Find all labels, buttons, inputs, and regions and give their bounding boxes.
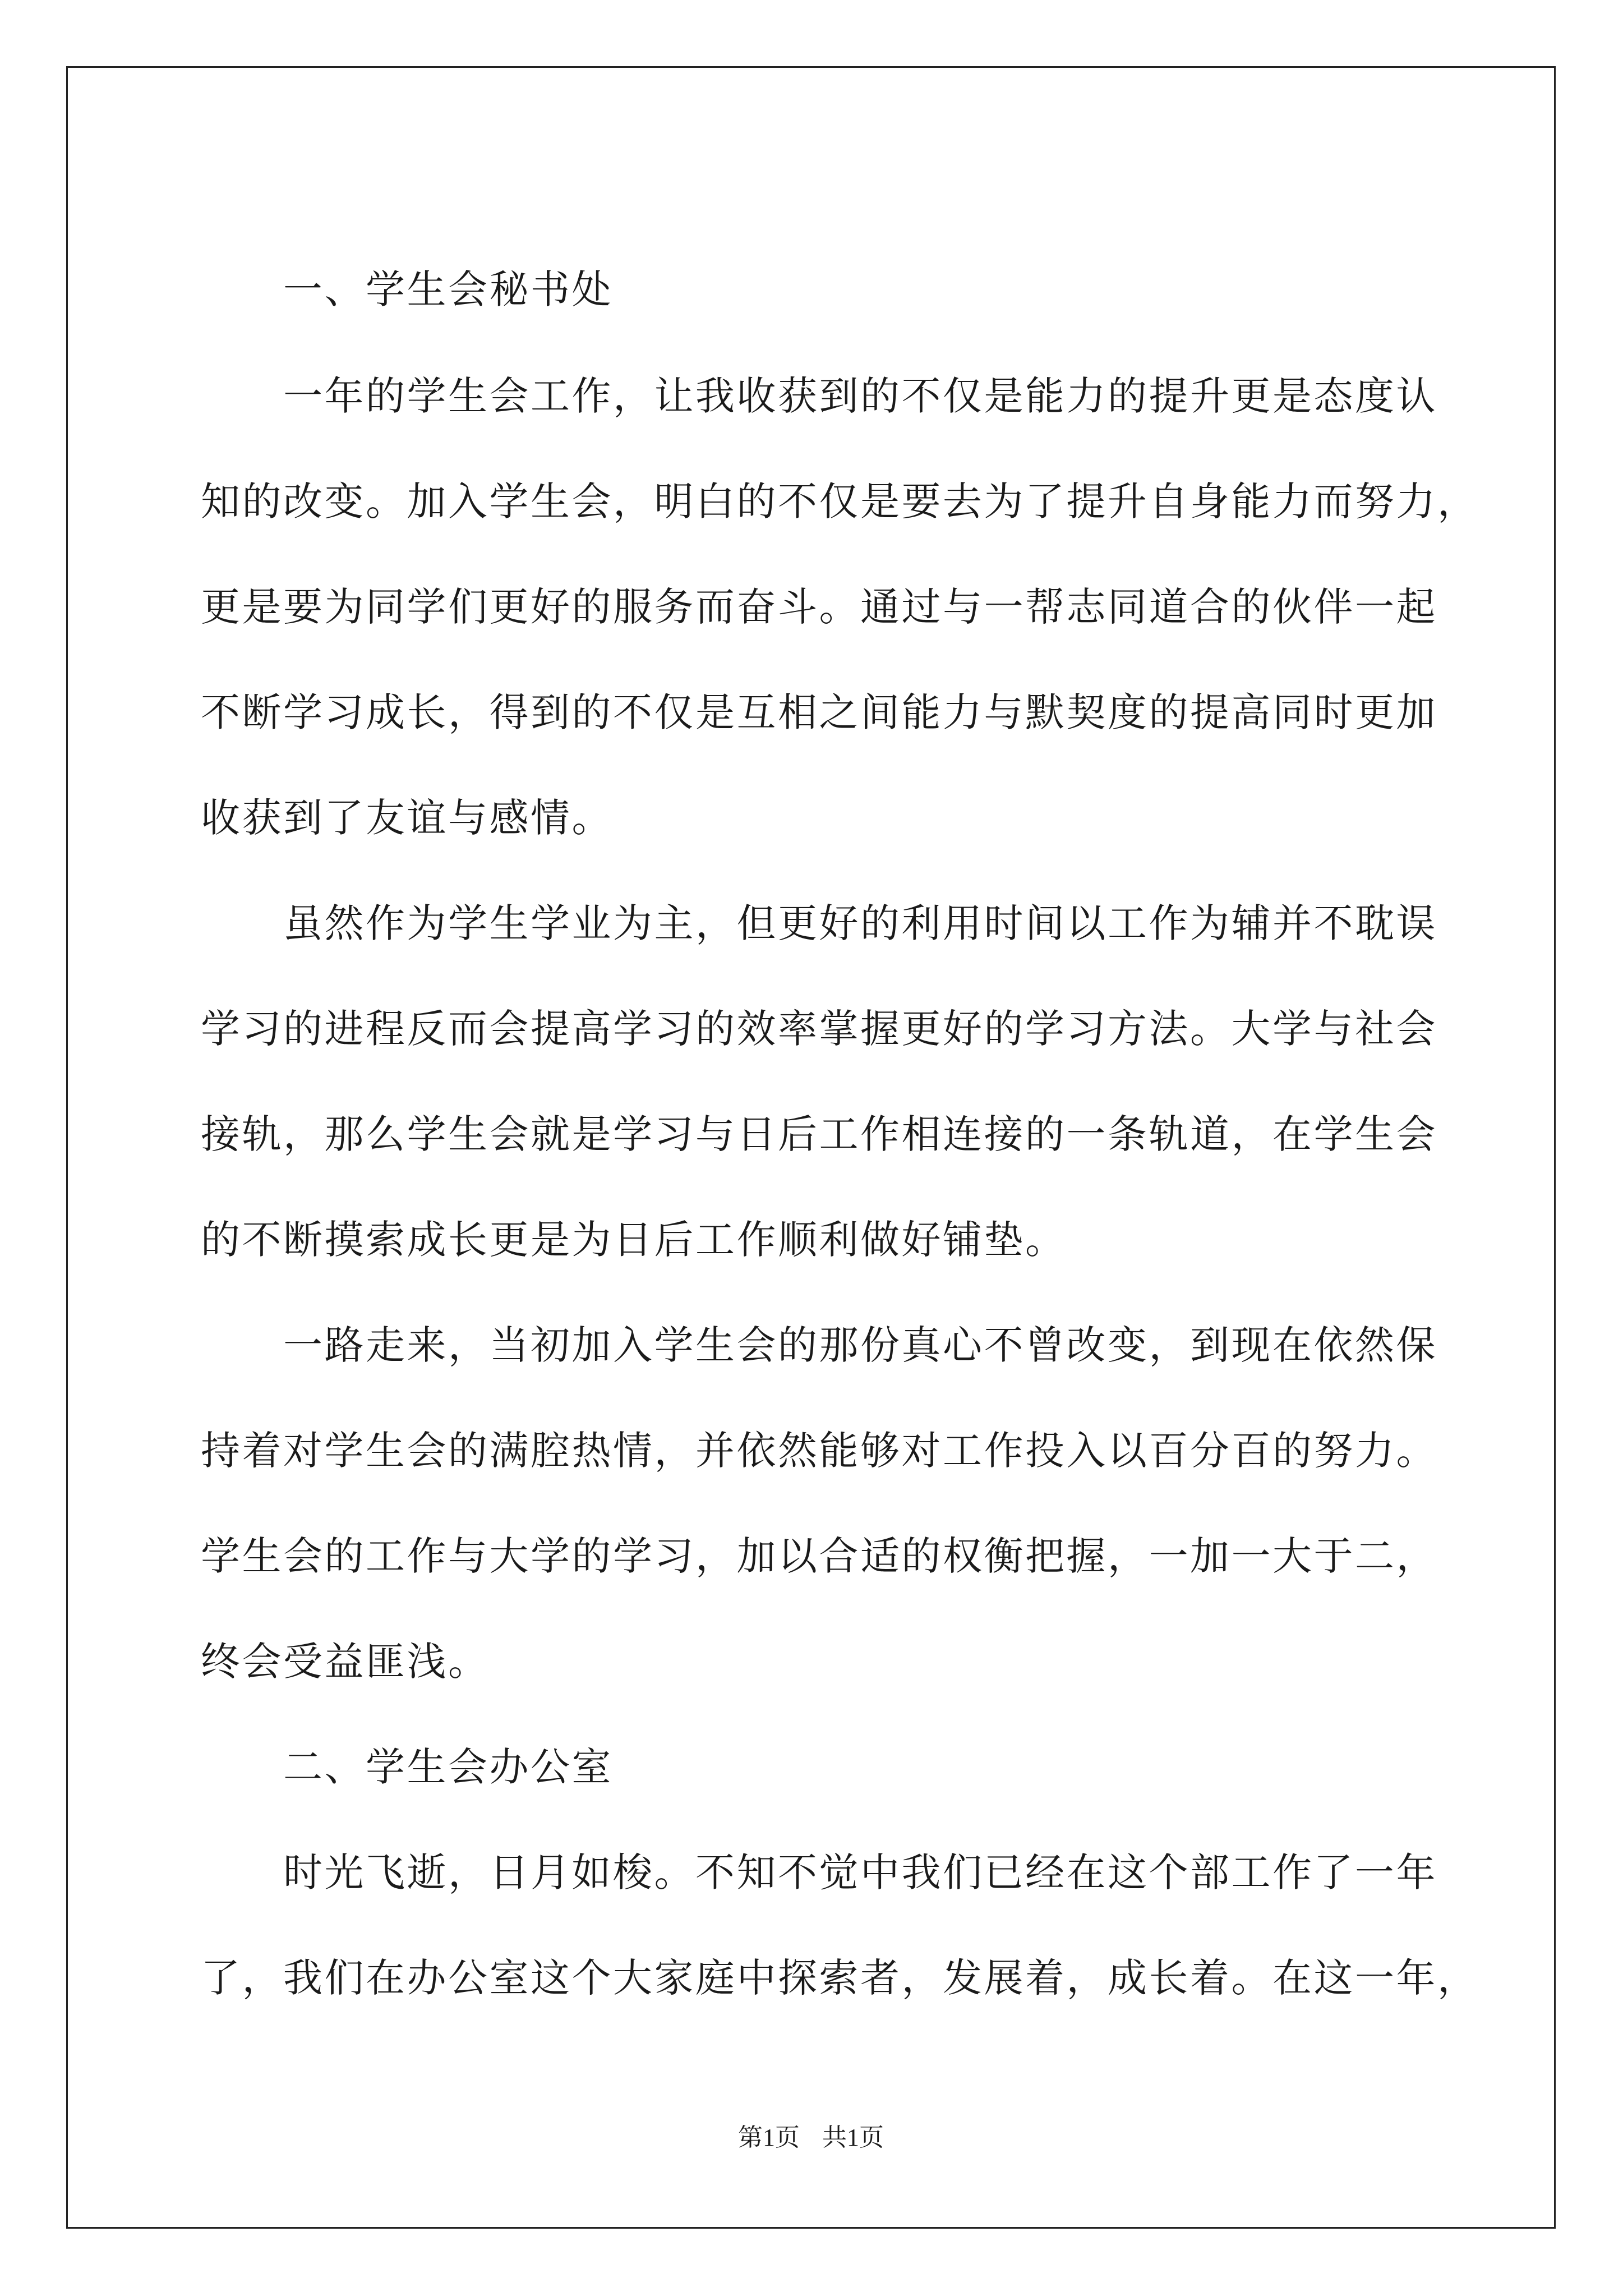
paragraph-line: 一路走来，当初加入学生会的那份真心不曾改变，到现在依然保 — [201, 1322, 1437, 1368]
paragraph-line: 学习的进程反而会提高学习的效率掌握更好的学习方法。大学与社会 — [201, 1006, 1437, 1052]
page-total: 共1页 — [822, 2124, 884, 2151]
paragraph-line: 知的改变。加入学生会，明白的不仅是要去为了提升自身能力而努力， — [201, 478, 1479, 524]
page-footer — [68, 2121, 1554, 2155]
paragraph-line: 一年的学生会工作，让我收获到的不仅是能力的提升更是态度认 — [201, 373, 1437, 419]
paragraph-line: 更是要为同学们更好的服务而奋斗。通过与一帮志同道合的伙伴一起 — [201, 584, 1437, 630]
heading-office: 二、学生会办公室 — [201, 1744, 613, 1790]
paragraph-line: 终会受益匪浅。 — [201, 1639, 490, 1685]
paragraph-line: 的不断摸索成长更是为日后工作顺利做好铺垫。 — [201, 1217, 1067, 1263]
page-frame — [66, 66, 1556, 2229]
page-number: 第1页 — [738, 2124, 800, 2151]
paragraph-line: 收获到了友谊与感情。 — [201, 795, 613, 841]
paragraph-line: 时光飞逝，日月如梭。不知不觉中我们已经在这个部工作了一年 — [201, 1849, 1437, 1895]
paragraph-line: 接轨，那么学生会就是学习与日后工作相连接的一条轨道，在学生会 — [201, 1111, 1437, 1157]
paragraph-line: 虽然作为学生学业为主，但更好的利用时间以工作为辅并不耽误 — [201, 900, 1437, 946]
paragraph-line: 不断学习成长，得到的不仅是互相之间能力与默契度的提高同时更加 — [201, 689, 1437, 735]
paragraph-line: 持着对学生会的满腔热情，并依然能够对工作投入以百分百的努力。 — [201, 1428, 1437, 1474]
paragraph-line: 了，我们在办公室这个大家庭中探索者，发展着，成长着。在这一年， — [201, 1955, 1479, 2001]
paragraph-line: 学生会的工作与大学的学习，加以合适的权衡把握，一加一大于二， — [201, 1533, 1437, 1579]
heading-secretariat: 一、学生会秘书处 — [201, 266, 613, 312]
